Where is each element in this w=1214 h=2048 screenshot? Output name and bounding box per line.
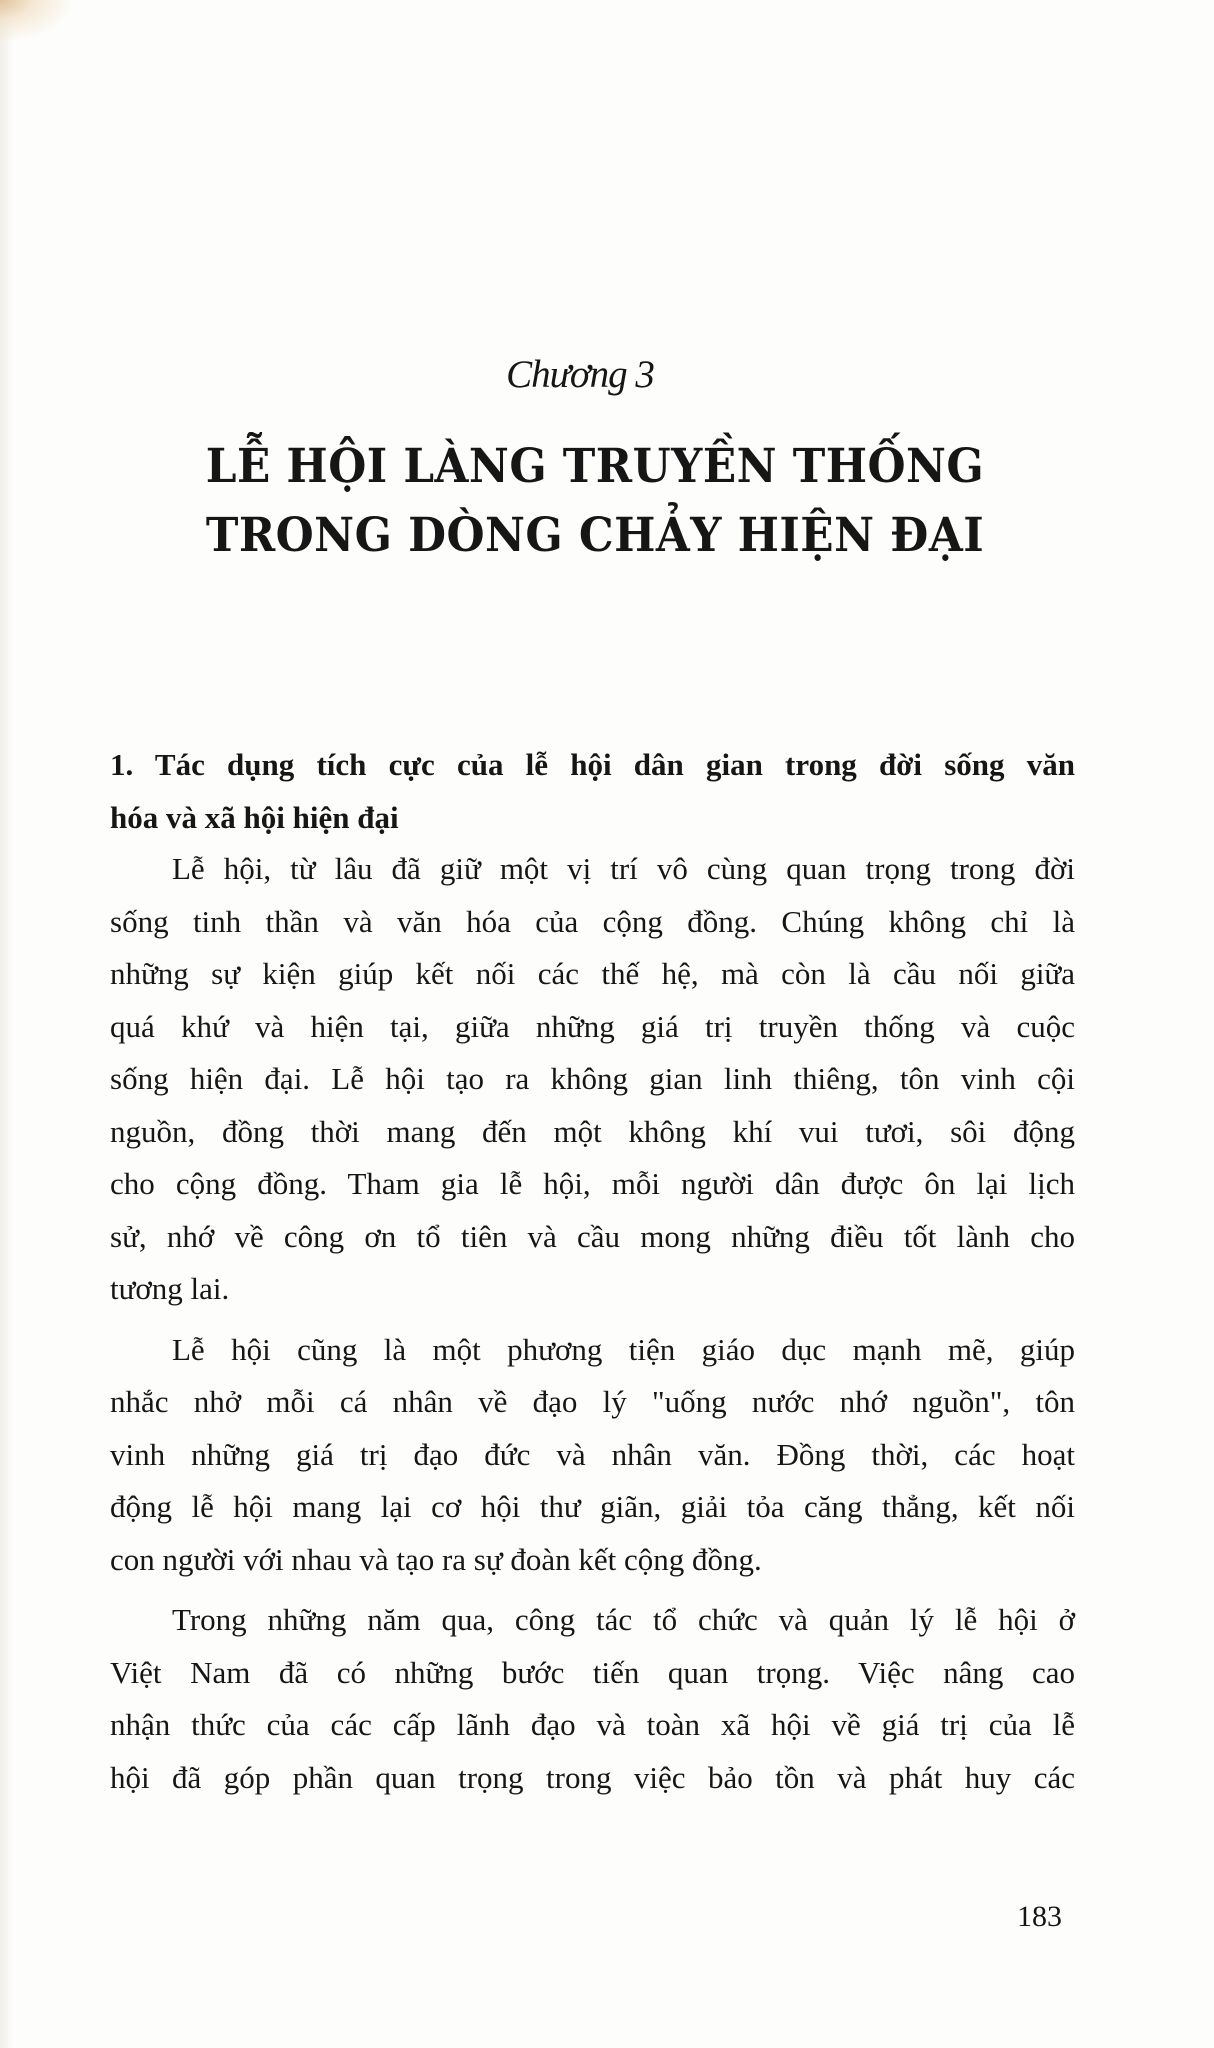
- section-heading-line-1: 1. Tác dụng tích cực của lễ hội dân gian trong đời sống văn: [110, 747, 1075, 782]
- paragraph-line: tương lai.: [110, 1271, 230, 1306]
- paragraph-line: quá khứ và hiện tại, giữa những giá trị truyền thống và cuộc: [110, 1008, 1075, 1044]
- paragraph-line: Việt Nam đã có những bước tiến quan trọng. Việc nâng cao: [110, 1654, 1075, 1690]
- paragraph-2: [110, 1324, 1075, 1587]
- page-corner-shadow: [0, 0, 70, 40]
- page-edge-shadow: [0, 0, 14, 2048]
- page-number: 183: [1017, 1900, 1062, 1933]
- section-heading: [110, 738, 1075, 843]
- paragraph-line: cho cộng đồng. Tham gia lễ hội, mỗi người dân được ôn lại lịch: [110, 1166, 1075, 1201]
- chapter-title-line-2: TRONG DÒNG CHẢY HIỆN ĐẠI: [205, 508, 985, 563]
- paragraph-line: Trong những năm qua, công tác tổ chức và quản lý lễ hội ở: [172, 1602, 1075, 1637]
- paragraph-1: [110, 843, 1075, 1316]
- paragraph-line: hội đã góp phần quan trọng trong việc bảo tồn và phát huy các: [110, 1759, 1075, 1795]
- paragraph-3: [110, 1594, 1075, 1804]
- section-heading-line-2: hóa và xã hội hiện đại: [110, 799, 399, 835]
- paragraph-line: sống hiện đại. Lễ hội tạo ra không gian linh thiêng, tôn vinh cội: [110, 1061, 1075, 1096]
- chapter-label: Chương 3: [506, 353, 654, 396]
- paragraph-line: động lễ hội mang lại cơ hội thư giãn, giải tỏa căng thẳng, kết nối: [110, 1489, 1075, 1524]
- paragraph-line: vinh những giá trị đạo đức và nhân văn. Đồng thời, các hoạt: [110, 1436, 1075, 1472]
- paragraph-line: con người với nhau và tạo ra sự đoàn kết cộng đồng.: [110, 1541, 762, 1577]
- paragraph-line: sử, nhớ về công ơn tổ tiên và cầu mong những điều tốt lành cho: [110, 1218, 1075, 1254]
- paragraph-line: nguồn, đồng thời mang đến một không khí vui tươi, sôi động: [110, 1113, 1075, 1149]
- chapter-title-line-1: LỄ HỘI LÀNG TRUYỀN THỐNG: [205, 439, 985, 494]
- paragraph-line: sống tinh thần và văn hóa của cộng đồng. Chúng không chỉ là: [110, 903, 1075, 939]
- paragraph-line: nhận thức của các cấp lãnh đạo và toàn xã hội về giá trị của lễ: [110, 1707, 1075, 1742]
- chapter-title: [42, 432, 1149, 570]
- paragraph-line: Lễ hội, từ lâu đã giữ một vị trí vô cùng quan trọng trong đời: [172, 851, 1075, 886]
- page-body: [110, 738, 1075, 1812]
- paragraph-line: Lễ hội cũng là một phương tiện giáo dục mạnh mẽ, giúp: [172, 1331, 1075, 1367]
- paragraph-line: nhắc nhở mỗi cá nhân về đạo lý "uống nước nhớ nguồn", tôn: [110, 1384, 1075, 1419]
- paragraph-line: những sự kiện giúp kết nối các thế hệ, mà còn là cầu nối giữa: [110, 956, 1075, 991]
